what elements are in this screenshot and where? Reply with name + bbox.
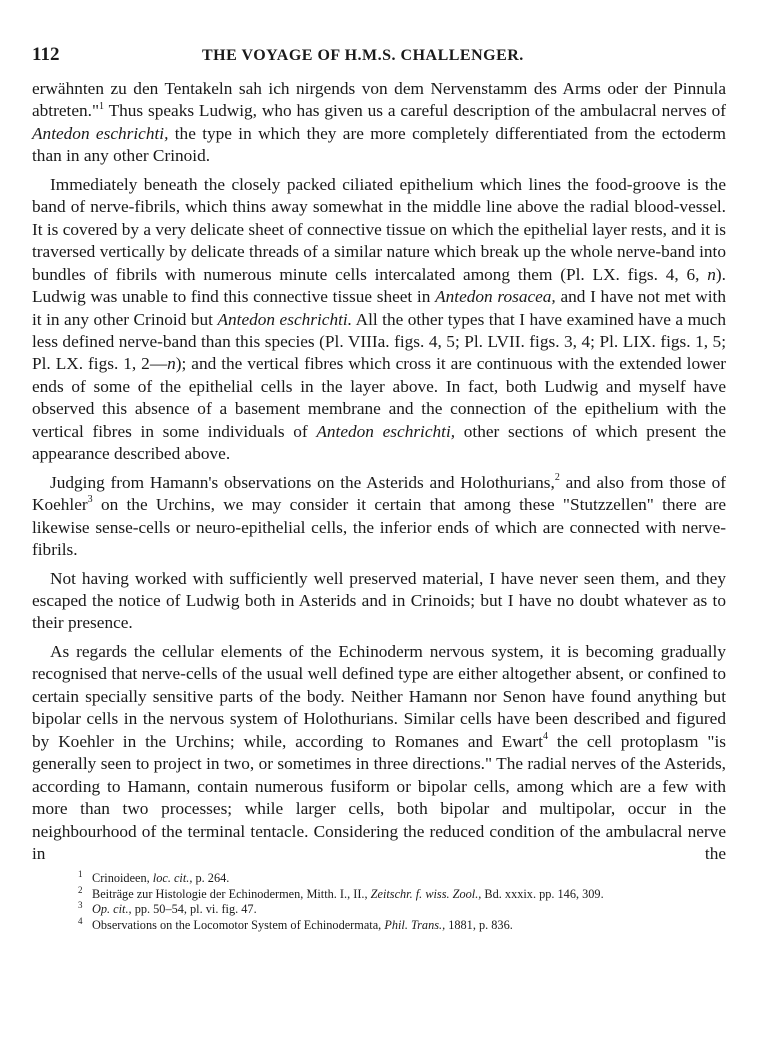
footnote-ref-2: 2 bbox=[554, 471, 560, 483]
footnote-4: 4 Observations on the Locomotor System of Echinodermata, Phil. Trans., 1881, p. 836. bbox=[78, 915, 513, 932]
footnote-ref-3: 3 bbox=[87, 494, 93, 506]
footnote-ref-1: 1 bbox=[99, 100, 105, 112]
paragraph-2: Immediately beneath the closely packed ciliated epithelium which lines the food-groove is the band of nerve-fibrils, which thins away somewhat in the middle line above the radial blood-vessel. It is covered by a very delicate sheet of connective tissue on which the epithelial layer rests, and it is traversed vertically by delicate threads of a similar nature which break up the whole nerve-band into bundles of fibrils with numerous minute cells intercalated among them (Pl. LX. figs. 4, 6, n). Ludwig was unable to find this connective tissue sheet in Antedon rosacea, and I have not met with it in any other Crinoid but Antedon eschrichti. All the other types that I have examined have a much less defined nerve-band than this species (Pl. VIIIa. figs. 4, 5; Pl. LVII. figs. 3, 4; Pl. LIX. figs. 1, 5; Pl. LX. figs. 1, 2—n); and the vertical fibres which cross it are continuous with the extended lower ends of some of the epithelial cells in the layer above. In fact, both Ludwig and myself have observed this absence of a basement membrane and the connection of the epithelium with the vertical fibres in some individuals of Antedon eschrichti, other sections of which present the appearance described above. bbox=[32, 174, 727, 464]
footnote-3: 3 Op. cit., pp. 50–54, pl. vi. fig. 47. bbox=[78, 900, 257, 917]
paragraph-1: erwähnten zu den Tentakeln sah ich nirgends von dem Nervenstamm des Arms oder der Pinnula abtreten."$^1$ Thus speaks Ludwig, who has given us a careful description of the ambulacral nerves of Antedon eschrichti, the type in which they are more completely differentiated from the ectoderm than in any other Crinoid. bbox=[32, 79, 726, 166]
footnote-2: 2 Beiträge zur Histologie der Echinodermen, Mitth. I., II., Zeitschr. f. wiss. Zool., Bd. xxxix. pp. 146, 309. bbox=[78, 884, 604, 901]
paragraph-5: As regards the cellular elements of the Echinoderm nervous system, it is becoming gradually recognised that nerve-cells of the usual well defined type are either altogether absent, or confined to certain specially sensitive parts of the body. Neither Hamann nor Senon have found anything but bipolar cells in the nervous system of Holothurians. Similar cells have been described and figured by Koehler in the Urchins; while, according to Romanes and Ewart$^4$ the cell protoplasm "is generally seen to project in two, or sometimes in three directions." The radial nerves of the Asterids, according to Hamann, contain numerous fusiform or bipolar cells, among which are a few with more than two processes; while larger cells, both bipolar and multipolar, occur in the neighbourhood of the terminal tentacle. Considering the reduced condition of the ambulacral nerve in the bbox=[32, 641, 726, 863]
running-header bbox=[32, 44, 726, 66]
footnote-1: 1 Crinoideen, loc. cit., p. 264. bbox=[78, 869, 230, 886]
paragraph-4: Not having worked with sufficiently well preserved material, I have never seen them, and they escaped the notice of Ludwig both in Asterids and in Crinoids; but I have no doubt whatever as to their presence. bbox=[32, 568, 726, 633]
page-number: 112 bbox=[32, 44, 60, 65]
running-title: THE VOYAGE OF H.M.S. CHALLENGER. bbox=[202, 47, 524, 64]
footnote-ref-4: 4 bbox=[542, 730, 548, 742]
paragraph-3: Judging from Hamann's observations on the Asterids and Holothurians,$^2$ and also from those of Koehler$^3$ on the Urchins, we may consider it certain that among these "Stutzzellen" there are likewise sense-cells or neuro-epithelial cells, the inferior ends of which are connected with nerve-fibrils. bbox=[32, 471, 726, 560]
body-text bbox=[32, 78, 726, 865]
footnotes bbox=[32, 871, 726, 933]
